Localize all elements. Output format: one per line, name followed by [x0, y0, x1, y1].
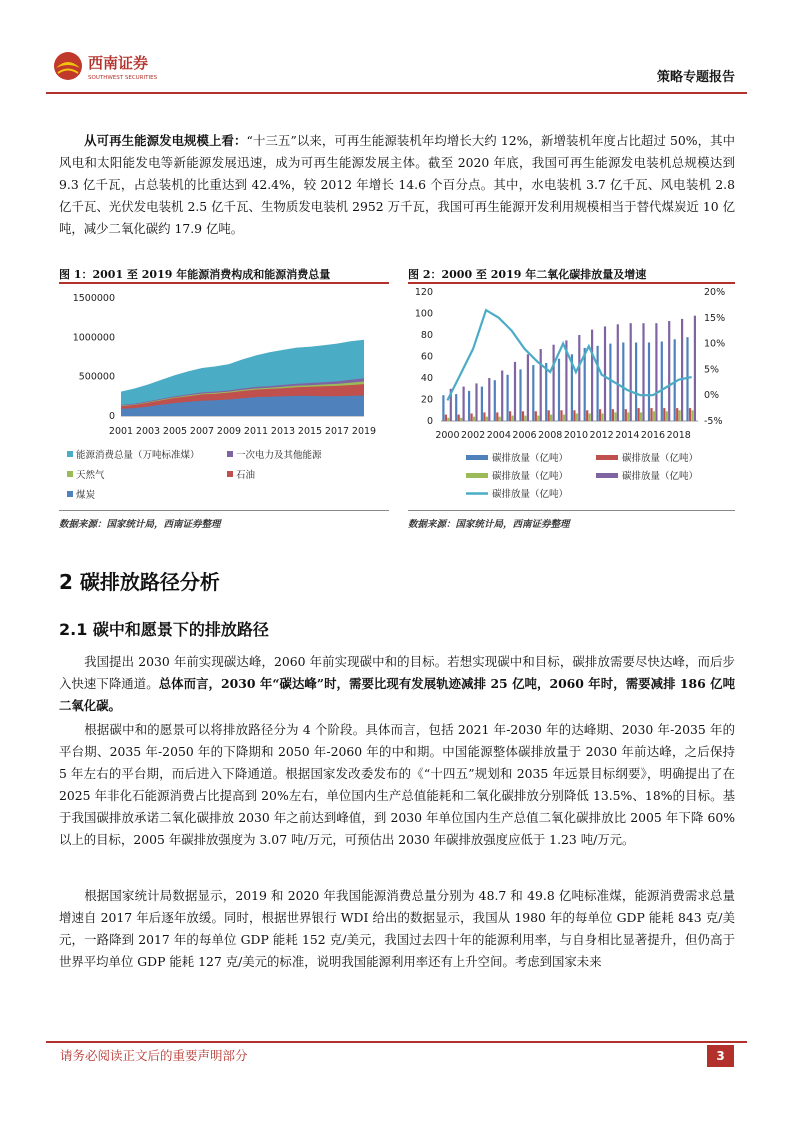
x-tick-label: 2008 — [538, 430, 563, 441]
bar-series-2 — [627, 412, 629, 421]
page-number: 3 — [707, 1045, 734, 1067]
bar-series-3 — [642, 323, 644, 421]
y-left-tick-label: 60 — [420, 351, 433, 363]
x-tick-label: 2011 — [243, 426, 269, 437]
logo-cn-text: 西南证券 — [88, 54, 149, 72]
bar-series-2 — [614, 412, 616, 421]
y-tick-label: 1500000 — [72, 293, 115, 304]
bar-series-2 — [486, 417, 488, 421]
bar-series-1 — [650, 408, 652, 421]
bar-series-3 — [578, 335, 580, 421]
bar-series-2 — [653, 411, 655, 421]
legend-swatch — [466, 455, 488, 460]
bar-series-2 — [601, 414, 603, 422]
bar-series-1 — [509, 411, 511, 421]
bar-series-2 — [563, 415, 565, 421]
bar-series-3 — [617, 324, 619, 421]
bar-series-0 — [597, 346, 599, 421]
legend-swatch — [67, 451, 73, 457]
paragraph-3 — [59, 885, 735, 973]
bar-series-1 — [522, 411, 524, 421]
section-heading: 2 碳排放路径分析 — [59, 570, 220, 594]
bar-series-2 — [473, 417, 475, 421]
intro-paragraph — [59, 130, 735, 240]
bar-series-3 — [630, 323, 632, 421]
paragraph-1-bold: 总体而言，2030 年“碳达峰”时，需要比现有发展轨迹减排 25 亿吨，2060 年时，需要减排 186 亿吨二氧化碳。 — [59, 676, 736, 713]
paragraph-1 — [59, 651, 735, 717]
bar-series-2 — [576, 414, 578, 422]
bar-series-0 — [455, 394, 457, 421]
company-logo — [50, 46, 170, 86]
energy-consumption-chart — [59, 286, 389, 508]
bar-series-1 — [483, 412, 485, 421]
figure1-source-rule — [59, 510, 389, 511]
figure2-title: 图 2：2000 至 2019 年二氧化碳排放量及增速 — [408, 268, 647, 281]
x-tick-label: 2015 — [297, 426, 323, 437]
bar-series-1 — [689, 408, 691, 421]
bar-series-2 — [447, 418, 449, 421]
x-tick-label: 2009 — [216, 426, 242, 437]
intro-lead: 从可再生能源发电规模上看： — [84, 133, 247, 148]
x-tick-label: 2004 — [486, 430, 511, 441]
y-right-tick-label: 5% — [704, 364, 720, 376]
bar-series-2 — [691, 410, 693, 421]
x-tick-label: 2003 — [135, 426, 161, 437]
y-left-tick-label: 80 — [420, 330, 433, 341]
bar-series-3 — [694, 316, 696, 421]
x-tick-label: 2019 — [351, 426, 377, 437]
x-tick-label: 2000 — [435, 430, 460, 441]
legend-swatch — [227, 471, 233, 477]
bar-series-2 — [589, 414, 591, 422]
y-right-tick-label: 10% — [704, 338, 726, 350]
paragraph-2 — [59, 719, 735, 851]
bar-series-2 — [537, 416, 539, 421]
paragraph-3-text: 根据国家统计局数据显示，2019 和 2020 年我国能源消费总量分别为 48.7 和 49.8 亿吨标准煤，能源消费需求总量增速自 2017 年后逐年放缓。同时，根据世界银行 WDI 给出的数据显示，我国从 1980 年的每单位 GDP 能耗 843 克/美元，一路降到 2017 年的每单位 GDP 能耗 152 克/美元，我国过去四十年的能源利用率，与自身相比显著提升，但仍高于世界平均单位 GDP 能耗 127 克/美元的标准，说明我国能源利用率还有上升空间。考虑到国家未来 — [59, 888, 735, 969]
figure2-source-rule — [408, 510, 735, 511]
x-tick-label: 2014 — [615, 430, 640, 441]
bar-series-3 — [604, 326, 606, 421]
legend-swatch — [227, 451, 233, 457]
bar-series-0 — [558, 359, 560, 421]
bar-series-1 — [586, 410, 588, 421]
bar-series-2 — [679, 410, 681, 421]
paragraph-2-text: 根据碳中和的愿景可以将排放路径分为 4 个阶段。具体而言，包括 2021 年-2030 年的达峰期、2030 年-2035 年的平台期、2035 年-2050 年的下降期和 2050 年-2060 年的中和期。中国能源整体碳排放量于 2030 年前达峰，之后保持 5 年左右的平台期，而后进入下降通道。根据国家发改委发布的《“十四五”规划和 2035 年远景目标纲要》，明确提出了在 2025 年非化石能源消费占比提高到 20%左右，单位国内生产总值能耗和二氧化碳排放分别降低 13.5%、18%的目标。基于我国碳排放承诺二氧化碳排放 2030 年之前达到峰值，到 2030 年单位国内生产总值二氧化碳排放比 2005 年下降 60%以上的目标，2005 年碳排放强度为 3.07 吨/万元，可预估出 2030 年碳排放强度应低于 1.23 吨/万元。 — [59, 722, 735, 847]
bar-series-2 — [550, 415, 552, 421]
x-tick-label: 2001 — [108, 426, 134, 437]
x-tick-label: 2017 — [324, 426, 350, 437]
bar-series-2 — [460, 418, 462, 421]
bar-series-3 — [501, 371, 503, 422]
y-right-tick-label: 0% — [704, 390, 720, 402]
y-left-tick-label: 40 — [420, 373, 433, 384]
bar-series-1 — [548, 410, 550, 421]
bar-series-0 — [442, 395, 444, 421]
y-tick-label: 500000 — [78, 371, 115, 383]
bar-series-0 — [674, 339, 676, 421]
paragraph-1-text: 我国提出 2030 年前实现碳达峰，2060 年前实现碳中和的目标。若想实现碳中和目标，碳排放需要尽快达峰，而后步入快速下降通道。 — [59, 654, 735, 691]
bar-series-3 — [668, 321, 670, 421]
bar-series-1 — [599, 409, 601, 421]
bar-series-3 — [540, 349, 542, 421]
bar-series-3 — [553, 345, 555, 421]
legend-label: 碳排放量（亿吨） — [622, 471, 699, 482]
x-tick-label: 2018 — [666, 430, 691, 441]
legend-label: 碳排放量（亿吨） — [492, 453, 569, 464]
legend-swatch — [67, 491, 73, 497]
legend-label: 天然气 — [76, 470, 105, 481]
x-tick-label: 2007 — [189, 426, 215, 437]
bar-series-3 — [475, 383, 477, 421]
bar-series-1 — [496, 412, 498, 421]
intro-text: “十三五”以来，可再生能源装机年均增长大约 12%，新增装机年度占比超过 50%，其中风电和太阳能发电等新能源发展迅速，成为可再生能源发展主体。截至 2020 年底，我国可再生能源发电装机总规模达到 9.3 亿千瓦，占总装机的比重达到 42.4%，较 2012 年增长 14.6 个百分点。其中，水电装机 3.7 亿千瓦、风电装机 2.8 亿千瓦、光伏发电装机 2.5 亿千瓦、生物质发电装机 2952 万千瓦，我国可再生能源开发利用规模相当于替代煤炭近 10 亿吨，减少二氧化碳约 17.9 亿吨。 — [59, 133, 735, 236]
logo-emblem-icon — [50, 46, 170, 86]
bar-series-0 — [584, 348, 586, 421]
legend-label: 石油 — [236, 470, 256, 481]
co2-emission-chart — [408, 284, 735, 508]
bar-series-0 — [481, 387, 483, 421]
report-type: 策略专题报告 — [656, 70, 735, 85]
x-tick-label: 2002 — [461, 430, 486, 441]
bar-series-3 — [488, 378, 490, 421]
x-tick-label: 2005 — [162, 426, 188, 437]
bar-series-0 — [661, 342, 663, 422]
legend-label: 煤炭 — [76, 490, 96, 501]
x-tick-label: 2006 — [512, 430, 537, 441]
bar-series-1 — [458, 415, 460, 421]
bar-series-0 — [468, 391, 470, 421]
legend-swatch — [596, 455, 618, 460]
figure1-title-rule — [59, 282, 389, 284]
bar-series-1 — [535, 411, 537, 421]
x-tick-label: 2012 — [589, 430, 614, 441]
bar-series-0 — [545, 363, 547, 421]
x-tick-label: 2010 — [563, 430, 589, 441]
legend-swatch — [67, 471, 73, 477]
bar-series-1 — [560, 410, 562, 421]
bar-series-3 — [681, 319, 683, 421]
bar-series-3 — [463, 387, 465, 421]
figure2-source: 数据来源：国家统计局，西南证券整理 — [408, 519, 570, 530]
bar-series-1 — [676, 408, 678, 421]
bar-series-3 — [527, 354, 529, 421]
logo-en-text: SOUTHWEST SECURITIES — [88, 75, 158, 81]
x-tick-label: 2016 — [640, 430, 666, 441]
y-left-tick-label: 100 — [414, 308, 433, 320]
bar-series-0 — [532, 365, 534, 421]
bar-series-0 — [635, 343, 637, 422]
y-left-tick-label: 20 — [420, 394, 433, 406]
bar-series-3 — [514, 362, 516, 421]
y-right-tick-label: -5% — [704, 416, 723, 427]
bar-series-3 — [591, 330, 593, 421]
legend-swatch — [466, 473, 488, 478]
footer-divider — [46, 1041, 747, 1043]
bar-series-2 — [499, 417, 501, 421]
bar-series-1 — [573, 410, 575, 421]
bar-series-0 — [519, 369, 521, 421]
legend-label: 碳排放量（亿吨） — [492, 489, 569, 500]
y-left-tick-label: 0 — [426, 416, 433, 427]
y-left-tick-label: 120 — [414, 287, 433, 298]
bar-series-0 — [609, 344, 611, 421]
legend-label: 碳排放量（亿吨） — [622, 453, 699, 464]
growth-rate-line — [447, 310, 691, 400]
subsection-heading: 2.1 碳中和愿景下的排放路径 — [59, 620, 269, 639]
figure1-title: 图 1：2001 至 2019 年能源消费构成和能源消费总量 — [59, 268, 331, 281]
y-tick-label: 1000000 — [72, 332, 115, 344]
footer-notice: 请务必阅读正文后的重要声明部分 — [60, 1048, 248, 1063]
bar-series-2 — [640, 412, 642, 421]
y-right-tick-label: 20% — [704, 287, 726, 298]
legend-label: 碳排放量（亿吨） — [492, 471, 569, 482]
bar-series-1 — [445, 415, 447, 421]
y-tick-label: 0 — [108, 411, 115, 422]
bar-series-0 — [622, 343, 624, 422]
bar-series-2 — [666, 411, 668, 421]
header-divider — [46, 92, 747, 94]
y-right-tick-label: 15% — [704, 312, 726, 324]
bar-series-0 — [648, 343, 650, 422]
x-tick-label: 2013 — [270, 426, 296, 437]
legend-label: 能源消费总量（万吨标准煤） — [76, 450, 200, 461]
bar-series-2 — [524, 416, 526, 421]
legend-label: 一次电力及其他能源 — [236, 450, 322, 461]
bar-series-1 — [612, 409, 614, 421]
bar-series-1 — [663, 408, 665, 421]
figure1-source: 数据来源：国家统计局，西南证券整理 — [59, 519, 221, 530]
bar-series-0 — [494, 380, 496, 421]
bar-series-3 — [655, 323, 657, 421]
bar-series-1 — [625, 409, 627, 421]
legend-swatch — [596, 473, 618, 478]
bar-series-1 — [471, 414, 473, 422]
bar-series-0 — [507, 375, 509, 421]
bar-series-2 — [512, 416, 514, 421]
bar-series-1 — [638, 408, 640, 421]
